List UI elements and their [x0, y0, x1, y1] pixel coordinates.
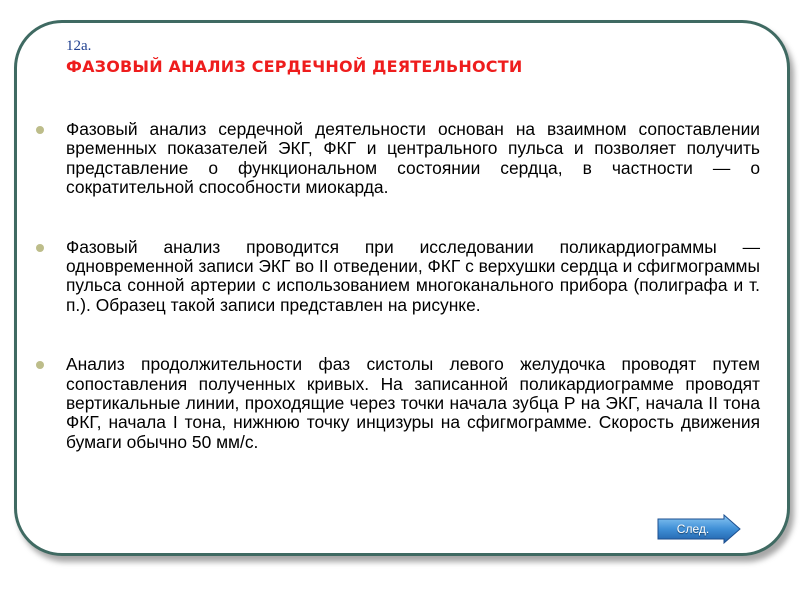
bullet-icon [36, 361, 44, 369]
bullet-icon [36, 244, 44, 252]
bullet-icon [36, 126, 44, 134]
list-item [36, 120, 760, 198]
list-item-text: Фазовый анализ сердечной деятельности основан на взаимном сопоставлении временных показателей ЭКГ, ФКГ и центрального пульса и позволяет получить представление о функциональном состоянии сердца, в частности — о сократительной способности миокарда. [66, 119, 760, 198]
list-item [36, 355, 760, 452]
list-item [36, 238, 760, 316]
list-item-text: Анализ продолжительности фаз систолы левого желудочка проводят путем сопоставления полученных кривых. На записанной поликардиограмме проводят вертикальные линии, проходящие через точки начала зубца Р на ЭКГ, начала II тона ФКГ, начала I тона, нижнюю точку инцизуры на сфигмограмме. Скорость движения бумаги обычно 50 мм/с. [66, 354, 760, 452]
next-button-label: След. [676, 522, 710, 536]
slide-title: ФАЗОВЫЙ АНАЛИЗ СЕРДЕЧНОЙ ДЕЯТЕЛЬНОСТИ [66, 57, 523, 76]
bullet-list [36, 120, 760, 492]
list-item-text: Фазовый анализ проводится при исследовании поликардиограммы — одновременной записи ЭКГ во II отведении, ФКГ с верхушки сердца и сфигмограммы пульса сонной артерии с использованием многоканального прибора (полиграфа и т. п.). Образец такой записи представлен на рисунке. [66, 236, 760, 315]
slide-number: 12a. [66, 38, 92, 54]
next-button[interactable] [656, 514, 742, 544]
